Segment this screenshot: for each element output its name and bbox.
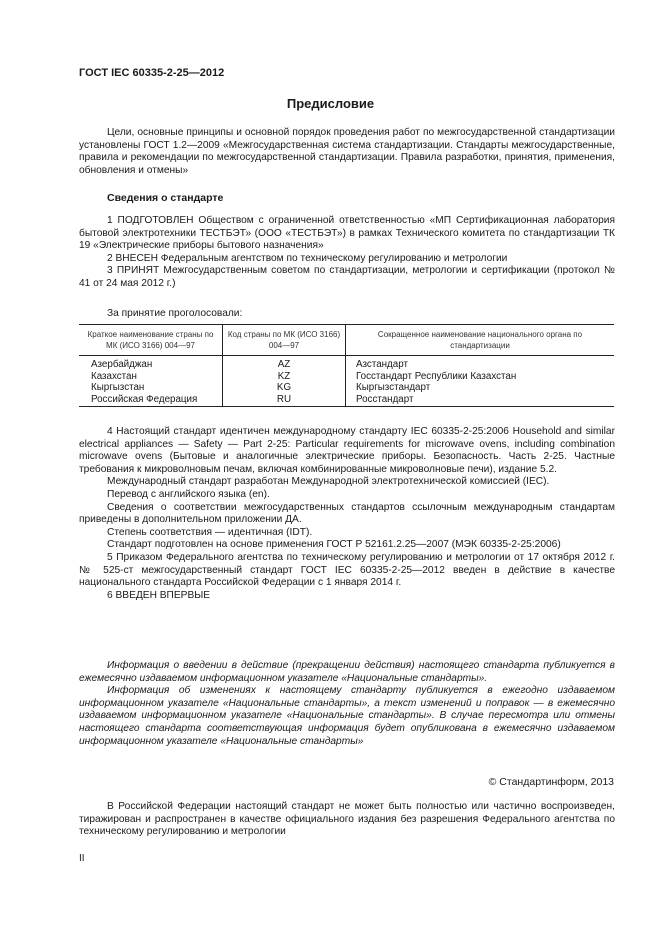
point-item: 5 Приказом Федерального агентства по техническому регулированию и метрологии от 17 октября 2012 г. № 525-ст межгосударственный стандарт ГОСТ IEC 60335-2-25—2012 введен в действие в качестве национального стандарта Российской Федерации с 1 января 2014 г. xyxy=(79,551,615,589)
intro-text: Цели, основные принципы и основной порядок проведения работ по межгосударственной стандартизации установлены ГОСТ 1.2—2009 «Межгосударственная система стандартизации. Стандарты межгосударственные, правила и рекомендации по межгосударственной стандартизации. Правила разработки, принятия, применения, обновления и отмены» xyxy=(79,127,615,176)
points-list xyxy=(79,426,615,602)
table-header-row xyxy=(79,325,614,356)
point-item: Перевод с английского языка (en). xyxy=(107,488,270,500)
point-item: 4 Настоящий стандарт идентичен международному стандарту IEC 60335-2-25:2006 Household and similar electrical appliances — Safety — Part 2-25: Particular requirements for microwave ovens, including combination microwave ovens (Бытовые и аналогичные электрические приборы. Безопасность. Часть 2-25. Частные требования к микроволновым печам, включая комбинированные микроволновые печи), издание 5.2. xyxy=(79,426,615,475)
about-item: 2 ВНЕСЕН Федеральным агентством по техническому регулированию и метрологии xyxy=(107,252,508,264)
reproduction-text: В Российской Федерации настоящий стандарт не может быть полностью или частично воспроизведен, тиражирован и распространен в качестве официального издания без разрешения Федерального агентства по техническому регулированию и метрологии xyxy=(79,801,615,838)
table-row xyxy=(79,382,614,394)
info-paragraph: Информация о введении в действие (прекращении действия) настоящего стандарта публикуется в ежемесячно издаваемом информационном указателе «Национальные стандарты». xyxy=(79,660,615,684)
about-item: 3 ПРИНЯТ Межгосударственным советом по стандартизации, метрологии и сертификации (протокол № 41 от 24 мая 2012 г.) xyxy=(79,265,615,289)
country-name: Азербайджан xyxy=(91,359,153,370)
point-item: Степень соответствия — идентичная (IDT). xyxy=(107,526,313,538)
reproduction-notice xyxy=(79,801,615,839)
table-row xyxy=(79,394,614,407)
intro-paragraph xyxy=(79,127,615,177)
about-list xyxy=(79,215,615,291)
point-item: Сведения о соответствии межгосударственных стандартов ссылочным международным стандартам приведены в дополнительном приложении ДА. xyxy=(79,501,615,526)
table-row xyxy=(79,371,614,383)
about-item: 1 ПОДГОТОВЛЕН Обществом с ограниченной ответственностью «МП Сертификационная лаборатория бытовой электротехники ТЕСТБЭТ» (ООО «ТЕСТБЭТ») в рамках Технического комитета по стандартизации ТК 19 «Электрические приборы бытового назначения» xyxy=(79,215,615,252)
page-title: Предисловие xyxy=(286,96,375,111)
point-item: Стандарт подготовлен на основе применения ГОСТ Р 52161.2.25—2007 (МЭК 60335-2-25:2006) xyxy=(107,539,561,551)
column-header: Код страны по МК (ИСО 3166) 004—97 xyxy=(223,325,346,356)
point-item: 6 ВВЕДЕН ВПЕРВЫЕ xyxy=(107,589,211,601)
country-name: Российская Федерация xyxy=(79,394,223,407)
standard-header: ГОСТ IEC 60335-2-25—2012 xyxy=(79,67,225,79)
about-heading: Сведения о стандарте xyxy=(107,192,224,204)
vote-label: За принятие проголосовали: xyxy=(107,308,243,319)
point-item: Международный стандарт разработан Международной электротехнической комиссией (IEC). xyxy=(107,476,550,488)
column-header: Сокращенное наименование национального органа по стандартизации xyxy=(346,325,615,356)
country-code: RU xyxy=(223,394,346,407)
standards-body: Кыргызстандарт xyxy=(346,382,615,394)
publication-info xyxy=(79,660,615,748)
country-name: Казахстан xyxy=(91,370,137,382)
country-code: KG xyxy=(223,382,346,394)
copyright-notice: © Стандартинформ, 2013 xyxy=(488,776,614,788)
standards-body: Азстандарт xyxy=(346,356,615,371)
country-code: AZ xyxy=(223,356,346,371)
standards-body: Росстандарт xyxy=(346,394,615,407)
page-number: II xyxy=(79,853,85,864)
standards-body: Госстандарт Республики Казахстан xyxy=(346,371,615,383)
country-name: Кыргызстан xyxy=(91,382,145,393)
countries-table xyxy=(79,324,614,407)
info-paragraph: Информация об изменениях к настоящему стандарту публикуется в ежегодно издаваемом информационном указателе «Национальные стандарты», а текст изменений и поправок — в ежемесячно издаваемом информационном указателе «Национальные стандарты». В случае пересмотра или отмены настоящего стандарта соответствующая информация будет опубликована в ежемесячно издаваемом информационном указателе «Национальные стандарты» xyxy=(79,685,615,747)
table-row xyxy=(79,356,614,371)
country-code: KZ xyxy=(223,371,346,383)
column-header: Краткое наименование страны по МК (ИСО 3166) 004—97 xyxy=(79,325,223,356)
